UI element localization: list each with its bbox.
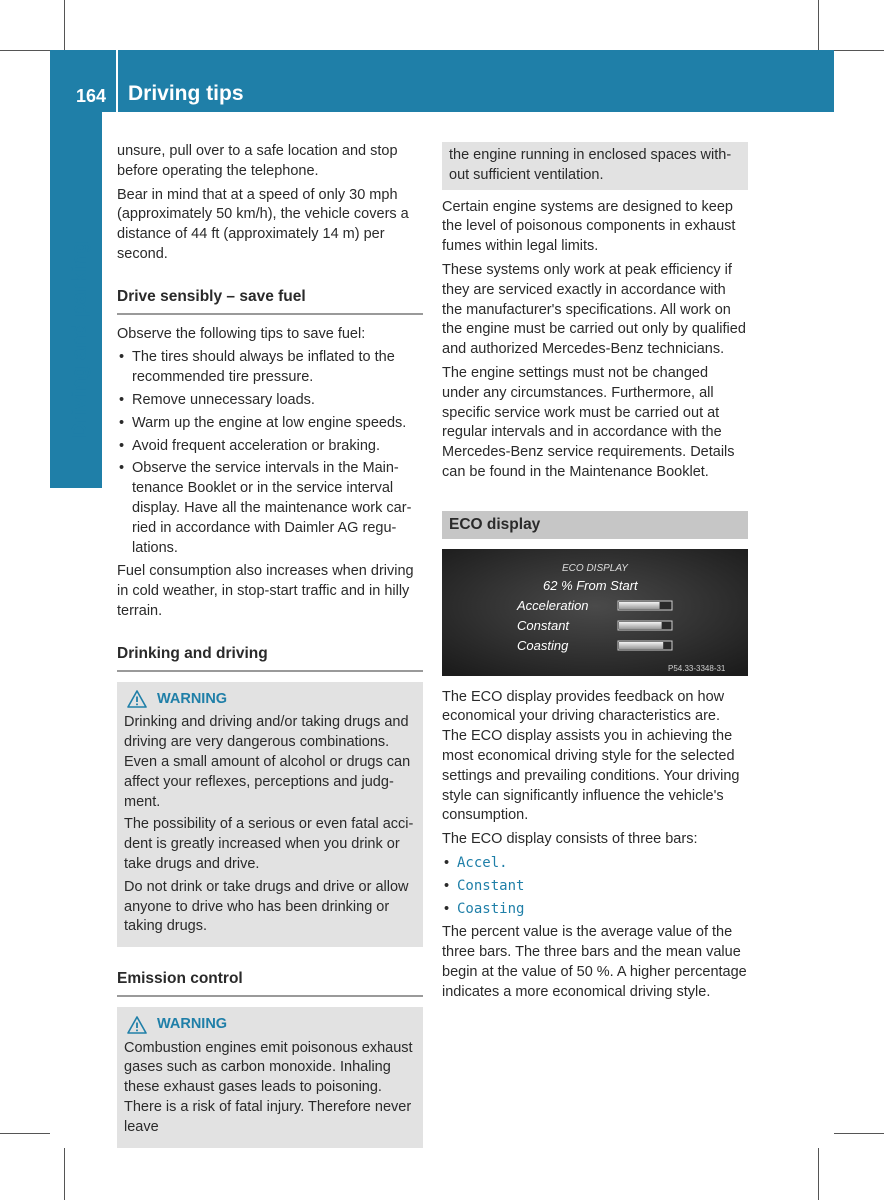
- paragraph: These systems only work at peak efficiency if they are serviced exactly in accordance with the manufacturer's specifications. All work on the engine must be carried out only by qualified and authorized Mercedes-Benz technicians.: [442, 261, 746, 358]
- warning-box: [117, 1007, 423, 1148]
- right-column: [442, 142, 748, 1007]
- crop-mark: [818, 0, 819, 50]
- paragraph: Certain engine systems are designed to keep the level of poisonous components in exhaust fumes within legal limits.: [442, 198, 736, 255]
- list-item: [442, 854, 748, 874]
- list-item: [442, 900, 748, 920]
- eco-display-code: P54.33-3348-31: [668, 663, 726, 673]
- paragraph: Fuel consumption also increases when driving in cold weather, in stop-start traffic and in hilly terrain.: [117, 563, 414, 619]
- page-title: Driving tips: [128, 82, 244, 105]
- section-heading-drinking: Drinking and driving: [117, 626, 423, 672]
- paragraph: unsure, pull over to a safe location and stop before operating the telephone.: [117, 143, 398, 179]
- eco-row-label: Coasting: [517, 637, 569, 653]
- crop-mark: [834, 50, 884, 51]
- crop-mark: [818, 1148, 819, 1200]
- section-heading-fuel: Drive sensibly – save fuel: [117, 269, 423, 315]
- list-item: • Observe the service intervals in the Maintenance Booklet or in the service interval display. Have all the maintenance work carried in accordance with Daimler AG regulations.: [117, 459, 423, 558]
- eco-bar-fill: [619, 622, 662, 629]
- warning-title: WARNING: [157, 690, 228, 707]
- eco-bar-fill: [619, 602, 660, 609]
- warning-triangle-icon: [127, 1016, 147, 1034]
- display-text-accel: Accel.: [457, 854, 508, 871]
- list-item: • Remove unnecessary loads.: [117, 391, 423, 411]
- warning-continuation: the engine running in enclosed spaces without sufficient ventilation.: [442, 142, 748, 190]
- warning-triangle-icon: [127, 690, 147, 708]
- eco-display-image: [442, 549, 748, 676]
- warning-text: Drinking and driving and/or taking drugs and driving are very dangerous combinations. Even a small amount of alcohol or drugs can affect your reflexes, perceptions and judgment.: [124, 714, 411, 810]
- section-heading-emission: Emission control: [117, 951, 423, 997]
- warning-text: The possibility of a serious or even fatal accident is greatly increased when you drink or take drugs and drive.: [124, 816, 414, 872]
- warning-text: Combustion engines emit poisonous exhaust gases such as carbon monoxide. Inhaling these exhaust gases leads to poisoning. There is a risk of fatal injury. Therefore never leave: [124, 1039, 413, 1135]
- warning-header: [124, 690, 416, 710]
- paragraph: The ECO display consists of three bars:: [442, 831, 698, 848]
- paragraph: The ECO display provides feedback on how economical your driving characteristics are. The ECO display assists you in achieving the most economical driving style for the selected settings and prevailing conditions. Your driving style can significantly influence the vehicle's consumption.: [442, 688, 740, 824]
- section-heading-eco: ECO display: [442, 511, 748, 539]
- left-column: [117, 142, 423, 1152]
- crop-mark: [0, 50, 50, 51]
- section-tab-label: Driving and parking: [68, 240, 91, 438]
- eco-display-percent: 62 % From Start: [543, 577, 638, 593]
- warning-header: [124, 1015, 416, 1035]
- paragraph: The percent value is the average value of the three bars. The three bars and the mean value begin at the value of 50 %. A higher percentage indicates a more economical driving style.: [442, 924, 747, 1000]
- crop-mark: [64, 1148, 65, 1200]
- paragraph: Bear in mind that at a speed of only 30 mph (approximately 50 km/h), the vehicle covers a distance of 44 ft (approximately 14 m) per second.: [117, 186, 409, 262]
- page-number: 164: [76, 86, 107, 106]
- eco-row-label: Acceleration: [517, 597, 589, 613]
- display-text-constant: Constant: [457, 877, 525, 894]
- eco-display-title: ECO DISPLAY: [562, 562, 628, 574]
- eco-row-label: Constant: [517, 617, 570, 633]
- paragraph: The engine settings must not be changed under any circumstances. Furthermore, all specific service work must be carried out at regular intervals and in accordance with the Mercedes-Benz service requirements. Details can be found in the Maintenance Booklet.: [442, 364, 735, 480]
- crop-mark: [834, 1133, 884, 1134]
- display-text-coasting: Coasting: [457, 900, 525, 917]
- eco-bar-fill: [619, 642, 663, 649]
- fuel-tips-list: [117, 348, 423, 558]
- crop-mark: [64, 0, 65, 50]
- list-item: • Avoid frequent acceleration or braking.: [117, 437, 423, 457]
- warning-text: Do not drink or take drugs and drive or allow anyone to drive who has been drinking or taking drugs.: [124, 878, 409, 935]
- header-separator: [116, 50, 118, 112]
- list-item: • Warm up the engine at low engine speeds.: [117, 414, 423, 434]
- warning-box: [117, 682, 423, 948]
- list-item: [442, 877, 748, 897]
- paragraph: Observe the following tips to save fuel:: [117, 325, 366, 342]
- list-item: • The tires should always be inflated to the recommended tire pressure.: [117, 348, 423, 388]
- eco-bars-list: [442, 854, 748, 919]
- warning-title: WARNING: [157, 1015, 228, 1032]
- crop-mark: [0, 1133, 50, 1134]
